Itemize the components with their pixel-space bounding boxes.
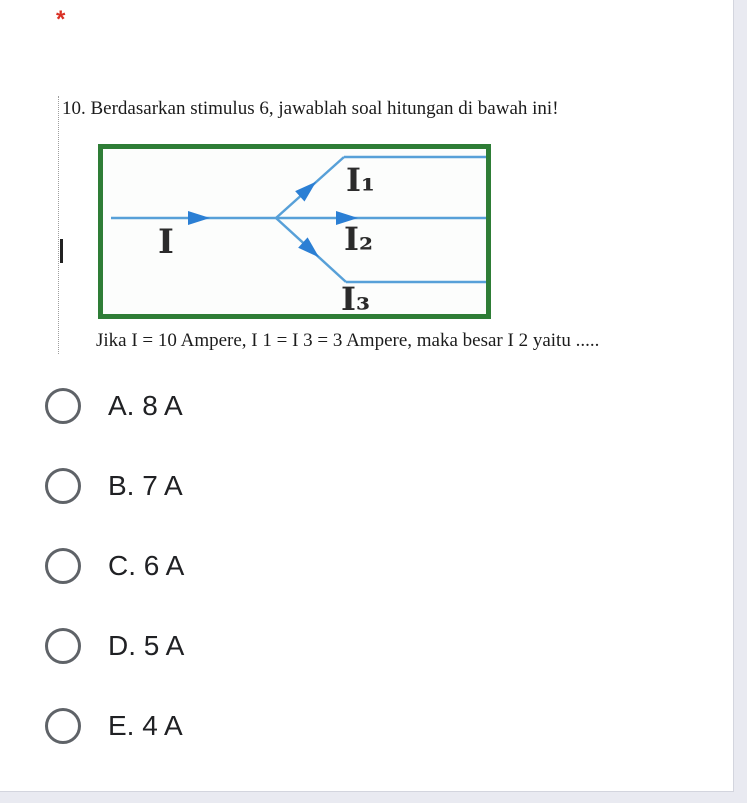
radio-button-d[interactable]: [45, 628, 81, 664]
question-title: 10. Berdasarkan stimulus 6, jawablah soal hitungan di bawah ini!: [62, 98, 559, 119]
options-list: [45, 386, 184, 786]
circuit-diagram-image: [98, 144, 491, 319]
option-label-b: B. 7 A: [108, 470, 183, 501]
option-row-a[interactable]: [45, 386, 184, 426]
question-caption: Jika I = 10 Ampere, I 1 = I 3 = 3 Ampere, maka besar I 2 yaitu .....: [96, 330, 600, 351]
radio-button-c[interactable]: [45, 548, 81, 584]
text-cursor: [60, 239, 63, 263]
current-branch-diagram: [103, 149, 486, 314]
option-label-e: E. 4 A: [108, 710, 183, 741]
option-row-e[interactable]: [45, 706, 184, 746]
radio-button-e[interactable]: [45, 708, 81, 744]
label-input-current: I: [158, 222, 174, 262]
option-row-c[interactable]: [45, 546, 184, 586]
radio-button-b[interactable]: [45, 468, 81, 504]
required-asterisk: *: [56, 6, 66, 33]
option-label-d: D. 5 A: [108, 630, 185, 661]
option-row-d[interactable]: [45, 626, 184, 666]
label-branch3-current: I₃: [341, 280, 370, 314]
option-label-c: C. 6 A: [108, 550, 185, 581]
question-block: [58, 96, 678, 354]
label-branch1-current: I₁: [346, 161, 375, 199]
label-branch2-current: I₂: [344, 220, 373, 258]
main-current-arrow-icon: [188, 211, 210, 225]
option-label-a: A. 8 A: [108, 390, 183, 421]
radio-button-a[interactable]: [45, 388, 81, 424]
option-row-b[interactable]: [45, 466, 184, 506]
